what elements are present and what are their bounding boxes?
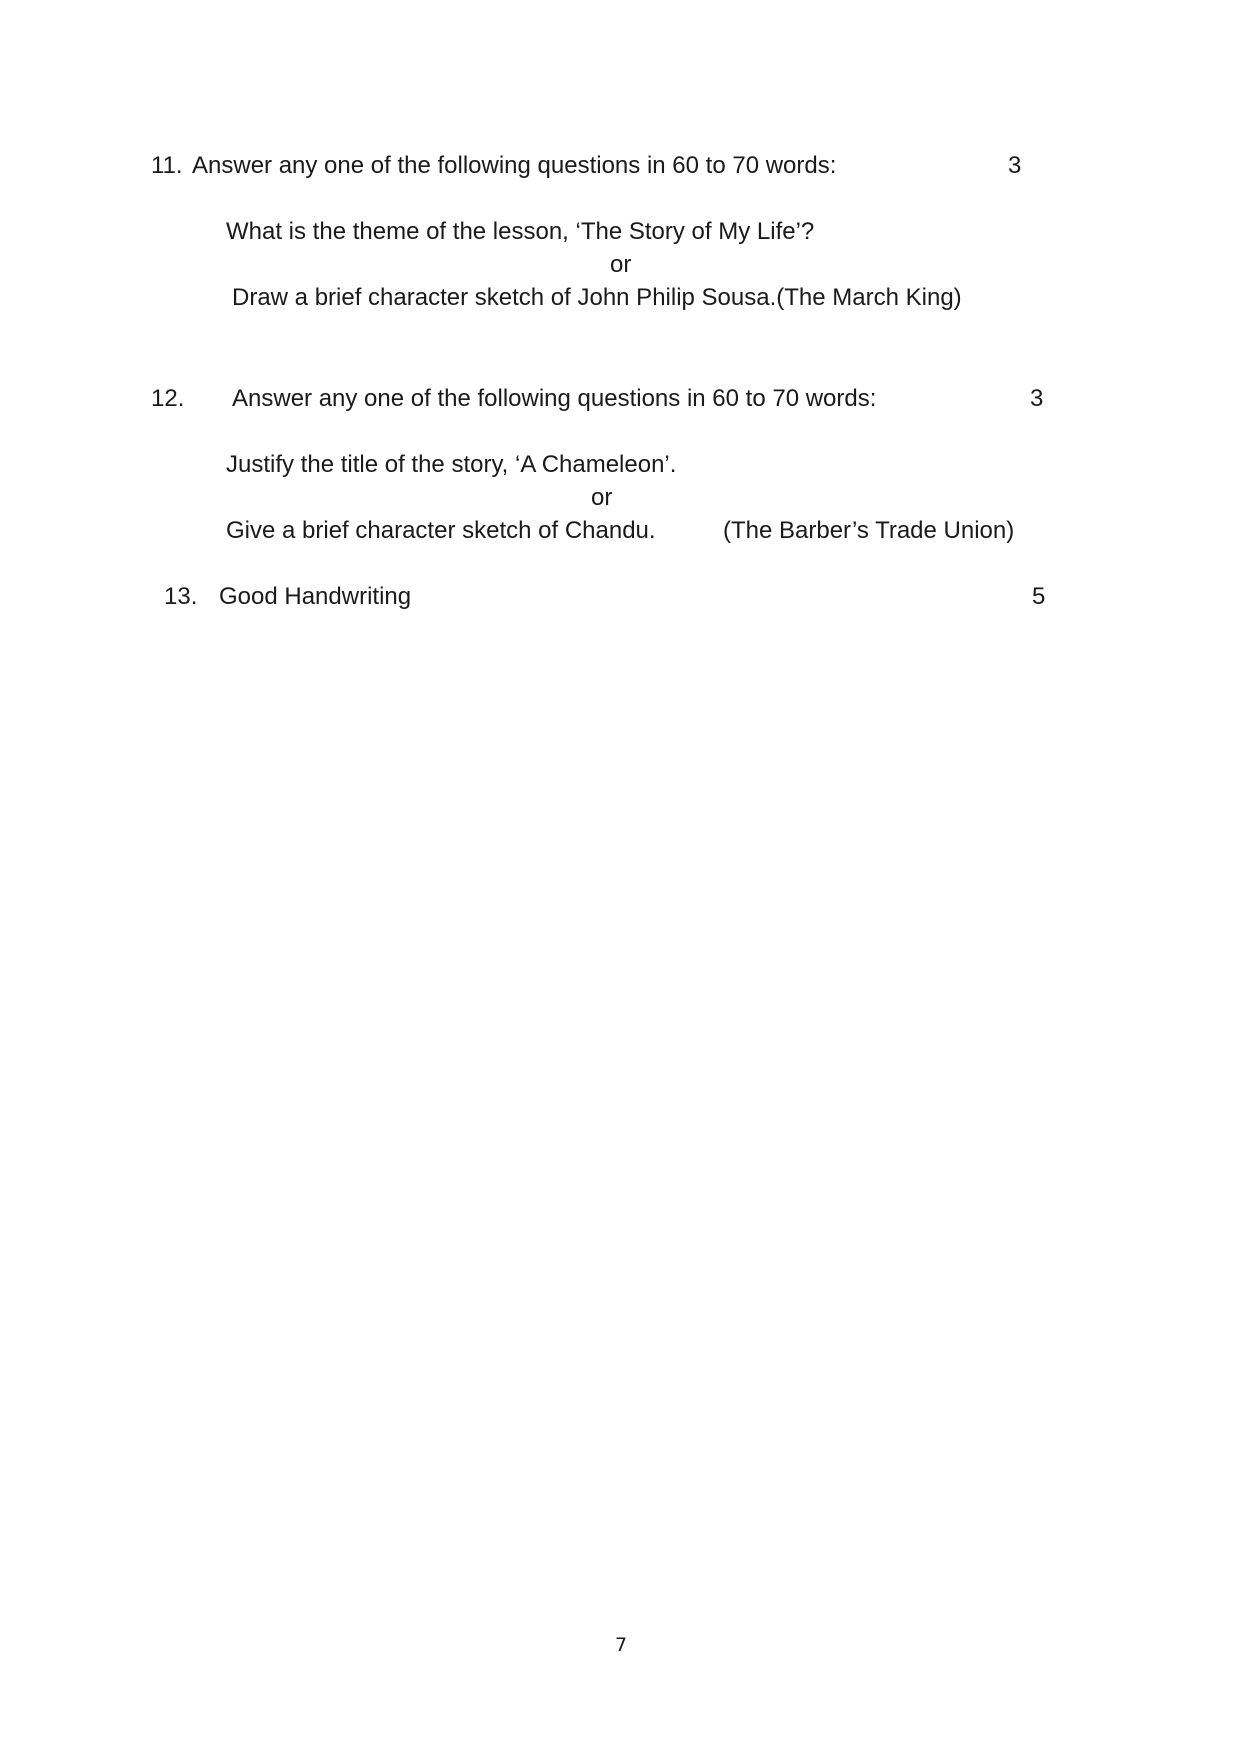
question-11-option-b: Draw a brief character sketch of John Philip Sousa.(The March King) [232,284,962,311]
question-12-option-b-source: (The Barber’s Trade Union) [723,517,1015,544]
page-number: 7 [615,1634,628,1656]
question-11-marks: 3 [1008,152,1022,179]
question-12-marks: 3 [1030,385,1044,412]
question-11-option-a: What is the theme of the lesson, ‘The Story of My Life’? [226,218,815,245]
question-11-separator: or [610,251,632,278]
question-12-option-b: Give a brief character sketch of Chandu. [226,517,656,544]
question-12-number: 12. [151,385,185,412]
question-11-prompt: Answer any one of the following questions in 60 to 70 words: [192,152,837,179]
question-12-separator: or [591,484,613,511]
question-12-option-a: Justify the title of the story, ‘A Chameleon’. [226,451,677,478]
question-13-number: 13. [164,583,198,610]
question-13-prompt: Good Handwriting [219,583,412,610]
question-11-number: 11. [151,152,183,179]
question-13-marks: 5 [1032,583,1046,610]
question-12-prompt: Answer any one of the following questions in 60 to 70 words: [232,385,877,412]
